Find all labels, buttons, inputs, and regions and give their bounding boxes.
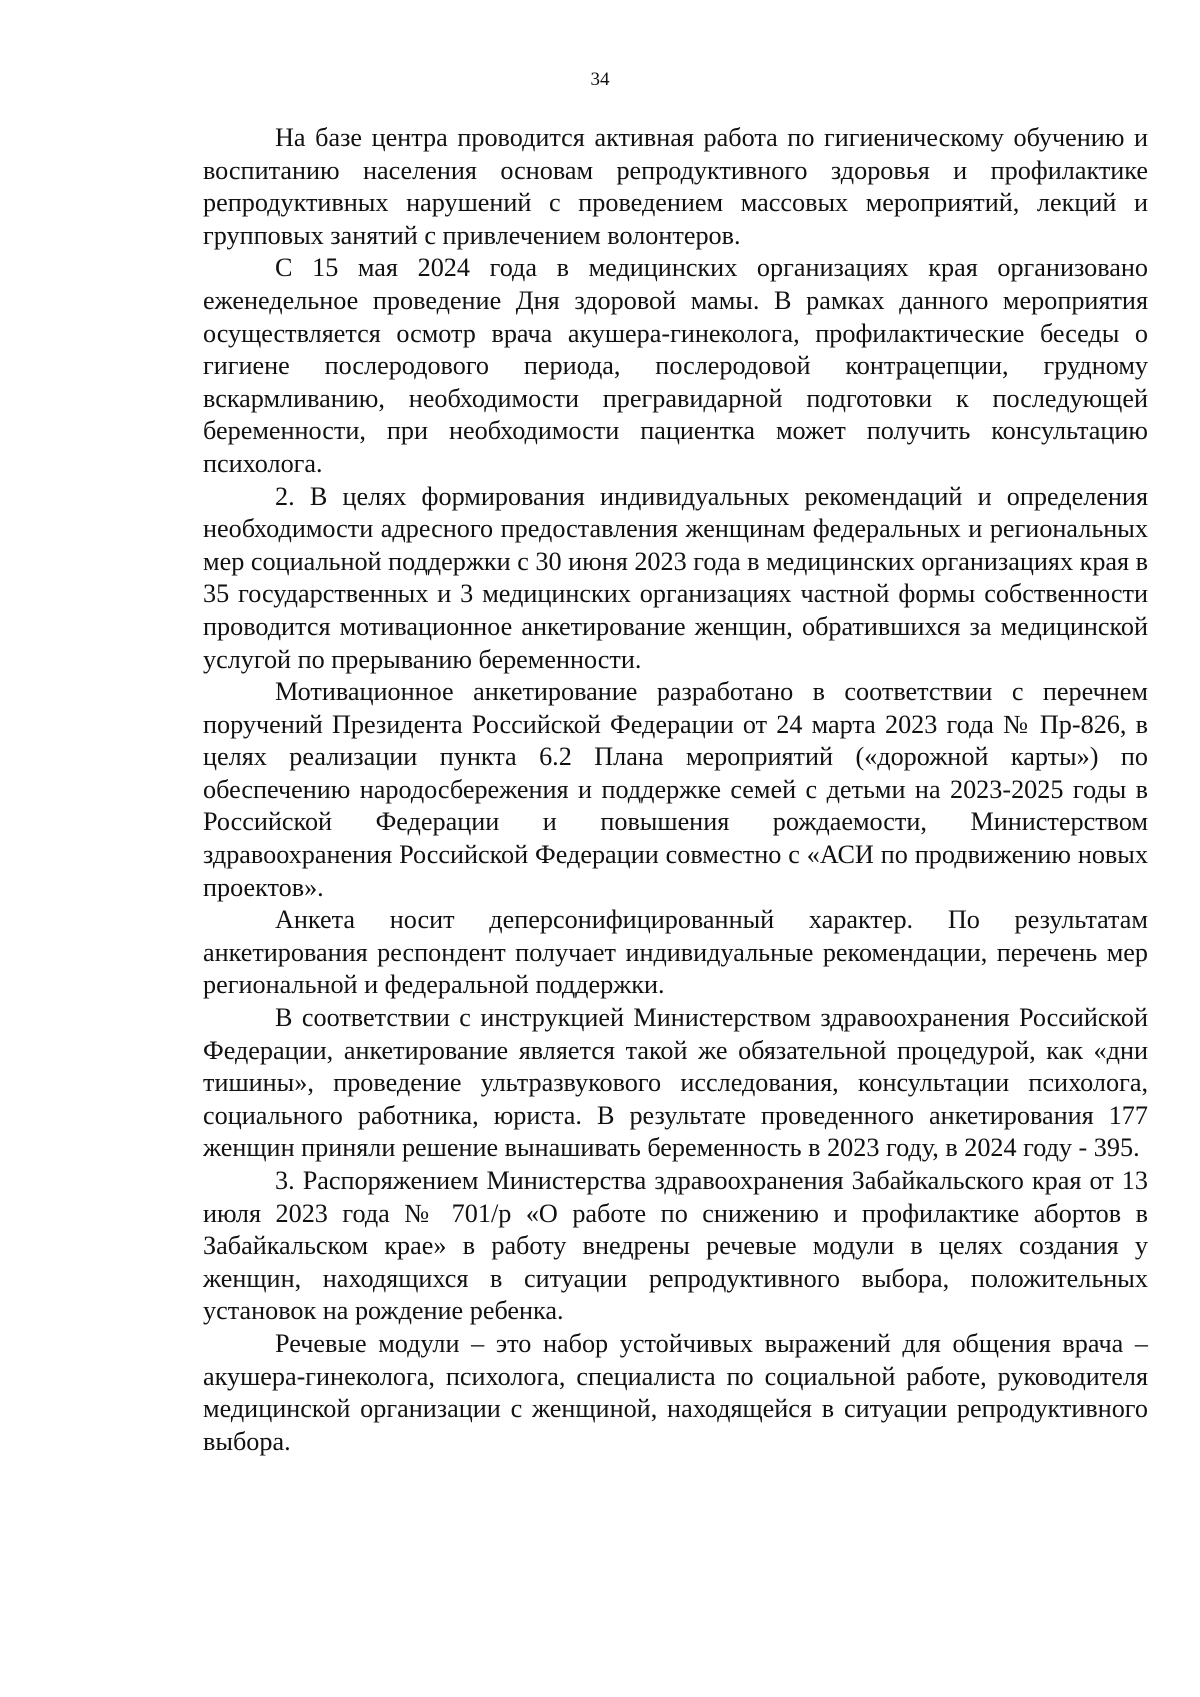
- paragraph-survey-results: В соответствии с инструкцией Министерством здравоохранения Российской Федерации, анкетирование является такой же обязательной процедурой, как «дни тишины», проведение ультразвукового исследования, консультации психолога, социального работника, юриста. В результате проведенного анкетирования 177 женщин приняли решение вынашивать беременность в 2023 году, в 2024 году - 395.: [203, 1003, 1148, 1163]
- page-number: 34: [590, 69, 610, 90]
- paragraph-motivational-survey: 2. В целях формирования индивидуальных рекомендаций и определения необходимости адресного предоставления женщинам федеральных и региональных мер социальной поддержки с 30 июня 2023 года в медицинских организациях края в 35 государственных и 3 медицинских организациях частной формы собственности проводится мотивационное анкетирование женщин, обратившихся за медицинской услугой по прерыванию беременности.: [203, 481, 1148, 674]
- paragraph-survey-basis: Мотивационное анкетирование разработано в соответствии с перечнем поручений Президента Российской Федерации от 24 марта 2023 года № Пр-826, в целях реализации пункта 6.2 Плана мероприятий («дорожной карты») по обеспечению народосбережения и поддержке семей с детьми на 2023-2025 годы в Российской Федерации и повышения рождаемости, Министерством здравоохранения Российской Федерации совместно с «АСИ по продвижению новых проектов».: [203, 677, 1148, 902]
- document-body: [203, 122, 1148, 1458]
- paragraph-healthy-mom-day: С 15 мая 2024 года в медицинских организациях края организовано еженедельное проведение Дня здоровой мамы. В рамках данного мероприятия осуществляется осмотр врача акушера-гинеколога, профилактические беседы о гигиене послеродового периода, послеродовой контрацепции, грудному вскармливанию, необходимости прегравидарной подготовки к последующей беременности, при необходимости пациентка может получить консультацию психолога.: [203, 253, 1148, 478]
- paragraph-anonymous-survey: Анкета носит деперсонифицированный характер. По результатам анкетирования респондент получает индивидуальные рекомендации, перечень мер региональной и федеральной поддержки.: [203, 905, 1148, 1000]
- paragraph-ministry-order: 3. Распоряжением Министерства здравоохранения Забайкальского края от 13 июля 2023 года № 701/р «О работе по снижению и профилактике абортов в Забайкальском крае» в работу внедрены речевые модули в целях создания у женщин, находящихся в ситуации репродуктивного выбора, положительных установок на рождение ребенка.: [203, 1166, 1148, 1326]
- paragraph-speech-modules: Речевые модули – это набор устойчивых выражений для общения врача – акушера-гинеколога, психолога, специалиста по социальной работе, руководителя медицинской организации с женщиной, находящейся в ситуации репродуктивного выбора.: [203, 1328, 1148, 1456]
- paragraph-healthy-education: На базе центра проводится активная работа по гигиеническому обучению и воспитанию населения основам репродуктивного здоровья и профилактике репродуктивных нарушений с проведением массовых мероприятий, лекций и групповых занятий с привлечением волонтеров.: [203, 123, 1148, 250]
